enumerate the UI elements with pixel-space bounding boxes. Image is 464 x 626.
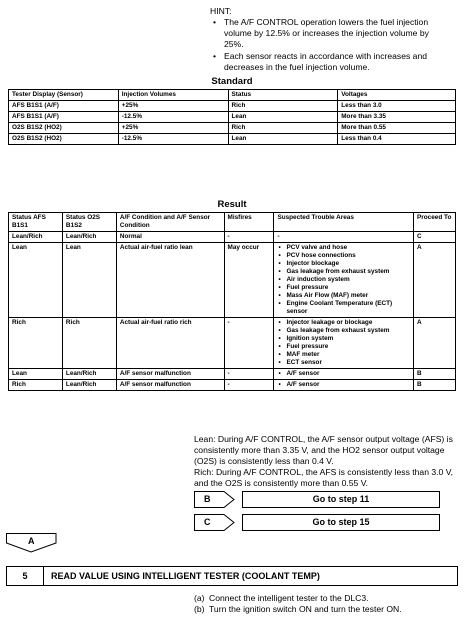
result-trouble-areas	[274, 369, 414, 380]
result-condition: Actual air-fuel ratio rich	[116, 318, 224, 369]
step-title: READ VALUE USING INTELLIGENT TESTER (COOLANT TEMP)	[51, 571, 320, 581]
standard-cell: O2S B1S2 (HO2)	[9, 134, 119, 145]
result-o2s-status: Lean/Rich	[62, 369, 116, 380]
trouble-area-item: • Fuel pressure	[286, 284, 410, 292]
standard-cell: Lean	[228, 134, 338, 145]
arrow-tag-icon	[194, 514, 238, 531]
lean-rich-note	[194, 434, 456, 489]
hint-heading: HINT:	[210, 6, 232, 16]
trouble-area-item: • PCV hose connections	[286, 252, 410, 260]
standard-cell: +25%	[118, 123, 228, 134]
result-misfires: -	[224, 318, 274, 369]
trouble-area-item: • Gas leakage from exhaust system	[286, 268, 410, 276]
jump-c[interactable]	[194, 514, 444, 531]
standard-header-cell: Tester Display (Sensor)	[9, 90, 119, 101]
result-a-label: A	[28, 536, 35, 546]
trouble-area-item: • Engine Coolant Temperature (ECT) sensor	[286, 300, 410, 316]
result-row	[9, 243, 456, 318]
tag-c-label: C	[204, 517, 211, 527]
standard-row	[9, 134, 456, 145]
standard-row	[9, 112, 456, 123]
substep-key: (a)	[194, 593, 205, 603]
standard-cell: Rich	[228, 123, 338, 134]
trouble-area-item: • Ignition system	[286, 335, 410, 343]
result-o2s-status: Rich	[62, 318, 116, 369]
result-condition: A/F sensor malfunction	[116, 369, 224, 380]
result-afs-status: Lean/Rich	[9, 232, 63, 243]
trouble-area-item: • ECT sensor	[286, 359, 410, 367]
result-o2s-status: Lean	[62, 243, 116, 318]
result-misfires: May occur	[224, 243, 274, 318]
step-number: 5	[7, 567, 44, 585]
lean-note: Lean: During A/F CONTROL, the A/F sensor output voltage (AFS) is consistently more than 3.35 V, and the HO2 sensor output voltage (O2S) is consistently less than 0.4 V.	[194, 434, 453, 466]
result-trouble-areas	[274, 380, 414, 391]
standard-cell: O2S B1S2 (HO2)	[9, 123, 119, 134]
result-afs-status: Lean	[9, 243, 63, 318]
result-row	[9, 232, 456, 243]
tag-b-label: B	[204, 494, 211, 504]
hint-list	[210, 17, 450, 73]
hint-item: • Each sensor reacts in accordance with increases and decreases in the fuel injection volume.	[224, 51, 450, 73]
result-trouble-areas	[274, 318, 414, 369]
trouble-area-list	[277, 381, 410, 389]
tag-c-arrow[interactable]	[194, 514, 234, 531]
standard-cell: AFS B1S1 (A/F)	[9, 101, 119, 112]
result-condition: Actual air-fuel ratio lean	[116, 243, 224, 318]
standard-cell: Less than 3.0	[338, 101, 456, 112]
tag-b-arrow[interactable]	[194, 491, 234, 508]
go-to-step-11-button[interactable]: Go to step 11	[242, 491, 440, 508]
trouble-area-item: • Mass Air Flow (MAF) meter	[286, 292, 410, 300]
trouble-area-item: -	[277, 233, 280, 240]
standard-cell: -12.5%	[118, 112, 228, 123]
result-afs-status: Rich	[9, 318, 63, 369]
result-proceed-to: B	[414, 369, 456, 380]
result-proceed-to: B	[414, 380, 456, 391]
result-afs-status: Lean	[9, 369, 63, 380]
result-afs-status: Rich	[9, 380, 63, 391]
trouble-area-item: • A/F sensor	[286, 381, 410, 389]
standard-header-row	[9, 90, 456, 101]
standard-title: Standard	[211, 76, 253, 87]
result-header-cell: Status AFS B1S1	[9, 213, 63, 232]
result-table	[8, 212, 456, 391]
result-row	[9, 380, 456, 391]
result-header-cell: Status O2S B1S2	[62, 213, 116, 232]
trouble-area-item: • Injector leakage or blockage	[286, 319, 410, 327]
step-header	[6, 566, 458, 586]
go-to-step-15-button[interactable]: Go to step 15	[242, 514, 440, 531]
result-condition: A/F sensor malfunction	[116, 380, 224, 391]
substep-text: Connect the intelligent tester to the DLC3.	[209, 593, 369, 603]
rich-note: Rich: During A/F CONTROL, the AFS is consistently less than 3.0 V, and the O2S is consistently more than 0.55 V.	[194, 467, 454, 488]
jump-b[interactable]	[194, 491, 444, 508]
result-proceed-to: A	[414, 243, 456, 318]
substep-item	[194, 593, 402, 604]
standard-header-cell: Injection Volumes	[118, 90, 228, 101]
trouble-area-item: • Injector blockage	[286, 260, 410, 268]
result-proceed-to: C	[414, 232, 456, 243]
substep-item	[194, 604, 402, 615]
result-misfires: -	[224, 369, 274, 380]
result-misfires: -	[224, 232, 274, 243]
hint-item: • The A/F CONTROL operation lowers the fuel injection volume by 12.5% or increases the injection volume by 25%.	[224, 17, 450, 50]
standard-row	[9, 123, 456, 134]
standard-row	[9, 101, 456, 112]
trouble-area-item: • Fuel pressure	[286, 343, 410, 351]
standard-cell: Rich	[228, 101, 338, 112]
result-o2s-status: Lean/Rich	[62, 232, 116, 243]
result-header-cell: Proceed To	[414, 213, 456, 232]
standard-header-cell: Status	[228, 90, 338, 101]
result-proceed-to: A	[414, 318, 456, 369]
standard-cell: AFS B1S1 (A/F)	[9, 112, 119, 123]
standard-header-cell: Voltages	[338, 90, 456, 101]
result-condition: Normal	[116, 232, 224, 243]
trouble-area-item: • PCV valve and hose	[286, 244, 410, 252]
result-misfires: -	[224, 380, 274, 391]
result-title: Result	[217, 199, 247, 210]
trouble-area-list	[277, 319, 410, 367]
substeps	[194, 593, 402, 615]
standard-cell: More than 0.55	[338, 123, 456, 134]
substep-text: Turn the ignition switch ON and turn the tester ON.	[209, 604, 402, 614]
standard-cell: Less than 0.4	[338, 134, 456, 145]
substep-key: (b)	[194, 604, 205, 614]
result-row	[9, 318, 456, 369]
standard-cell: More than 3.35	[338, 112, 456, 123]
result-trouble-areas	[274, 243, 414, 318]
trouble-area-list	[277, 370, 410, 378]
arrow-tag-icon	[194, 491, 238, 508]
standard-cell: +25%	[118, 101, 228, 112]
trouble-area-item: • MAF meter	[286, 351, 410, 359]
standard-table	[8, 89, 456, 145]
trouble-area-item: • A/F sensor	[286, 370, 410, 378]
result-header-cell: Suspected Trouble Areas	[274, 213, 414, 232]
trouble-area-item: • Air induction system	[286, 276, 410, 284]
result-a-tag[interactable]	[6, 533, 56, 551]
trouble-area-list	[277, 244, 410, 316]
trouble-area-item: • Gas leakage from exhaust system	[286, 327, 410, 335]
result-header-cell: A/F Condition and A/F Sensor Condition	[116, 213, 224, 232]
result-o2s-status: Lean/Rich	[62, 380, 116, 391]
standard-cell: -12.5%	[118, 134, 228, 145]
result-header-cell: Misfires	[224, 213, 274, 232]
hint-block	[210, 6, 450, 74]
result-header-row	[9, 213, 456, 232]
result-row	[9, 369, 456, 380]
result-trouble-areas	[274, 232, 414, 243]
standard-cell: Lean	[228, 112, 338, 123]
